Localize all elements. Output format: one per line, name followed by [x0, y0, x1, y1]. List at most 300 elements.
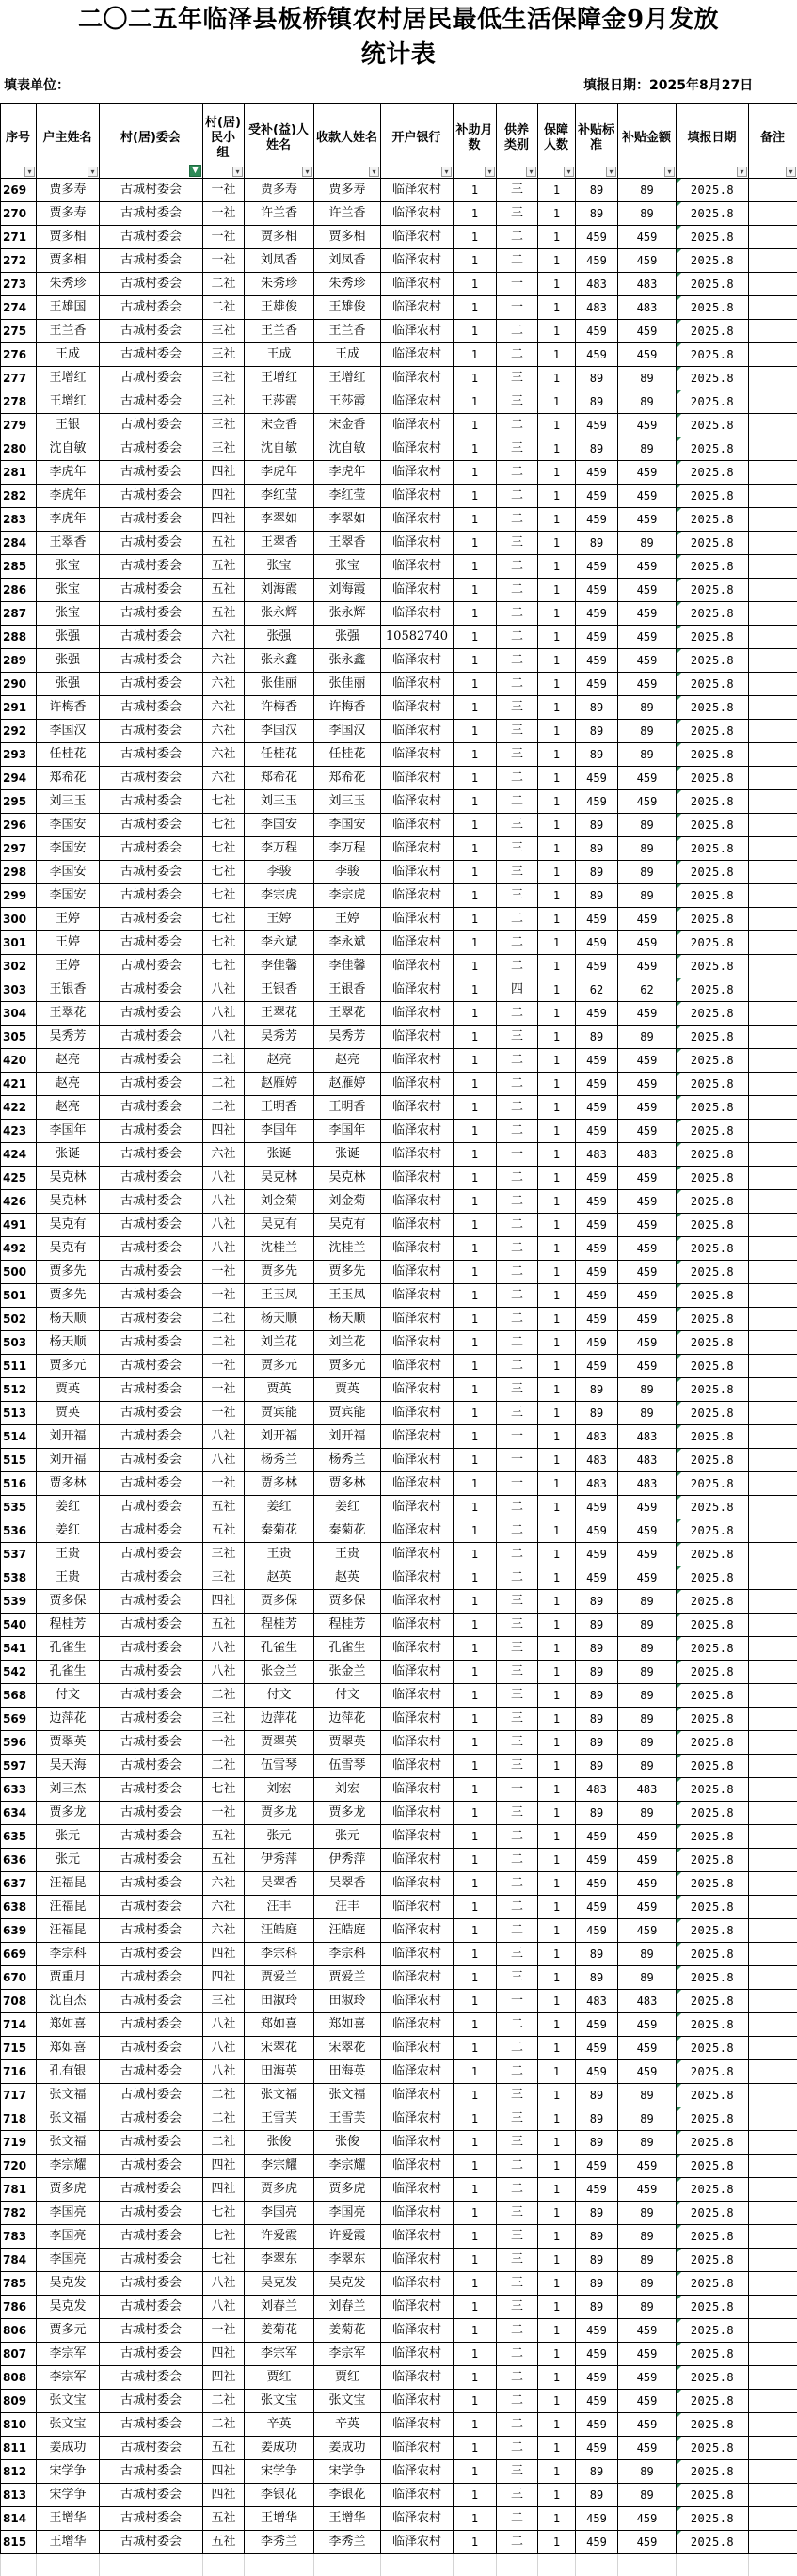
payee-cell[interactable]: 贾多元	[314, 1355, 381, 1378]
months-cell[interactable]: 1	[454, 2060, 497, 2084]
empty-cell[interactable]	[749, 2554, 797, 2576]
subsidy-standard-cell[interactable]: 89	[576, 696, 618, 720]
report-date-cell[interactable]: 2025.8	[677, 320, 749, 343]
bank-cell[interactable]: 临泽农村	[381, 555, 454, 579]
village-committee-cell[interactable]: 古城村委会	[100, 1190, 203, 1214]
village-committee-cell[interactable]: 古城村委会	[100, 1284, 203, 1308]
report-date-cell[interactable]: 2025.8	[677, 1096, 749, 1120]
group-cell[interactable]: 八社	[203, 1026, 245, 1049]
bank-cell[interactable]: 临泽农村	[381, 2296, 454, 2319]
subsidy-standard-cell[interactable]: 89	[576, 743, 618, 767]
household-head-cell[interactable]: 张文宝	[37, 2413, 100, 2437]
beneficiary-cell[interactable]: 赵亮	[245, 1049, 314, 1073]
covered-persons-cell[interactable]: 1	[538, 743, 576, 767]
report-date-cell[interactable]: 2025.8	[677, 602, 749, 626]
header-remarks[interactable]	[749, 104, 797, 179]
payee-cell[interactable]: 张文宝	[314, 2390, 381, 2413]
support-category-cell[interactable]: 二	[497, 249, 538, 273]
empty-cell[interactable]	[37, 2554, 100, 2576]
report-date-cell[interactable]: 2025.8	[677, 414, 749, 437]
subsidy-standard-cell[interactable]: 89	[576, 1026, 618, 1049]
subsidy-standard-cell[interactable]: 459	[576, 2366, 618, 2390]
support-category-cell[interactable]: 二	[497, 602, 538, 626]
seq-cell[interactable]: 304	[1, 1002, 37, 1026]
subsidy-amount-cell[interactable]: 459	[618, 1284, 677, 1308]
household-head-cell[interactable]: 孔雀生	[37, 1661, 100, 1684]
subsidy-standard-cell[interactable]: 459	[576, 1096, 618, 1120]
report-date-cell[interactable]: 2025.8	[677, 390, 749, 414]
bank-cell[interactable]: 临泽农村	[381, 2507, 454, 2531]
subsidy-standard-cell[interactable]: 89	[576, 367, 618, 390]
payee-cell[interactable]: 王贵	[314, 1543, 381, 1566]
support-category-cell[interactable]: 二	[497, 1849, 538, 1872]
group-cell[interactable]: 一社	[203, 1378, 245, 1402]
village-committee-cell[interactable]: 古城村委会	[100, 461, 203, 485]
covered-persons-cell[interactable]: 1	[538, 320, 576, 343]
report-date-cell[interactable]: 2025.8	[677, 2484, 749, 2507]
months-cell[interactable]: 1	[454, 2507, 497, 2531]
bank-cell[interactable]: 临泽农村	[381, 2390, 454, 2413]
bank-cell[interactable]: 临泽农村	[381, 179, 454, 202]
seq-cell[interactable]: 282	[1, 485, 37, 508]
household-head-cell[interactable]: 李国安	[37, 861, 100, 884]
bank-cell[interactable]: 临泽农村	[381, 1308, 454, 1331]
village-committee-cell[interactable]: 古城村委会	[100, 226, 203, 249]
months-cell[interactable]: 1	[454, 2319, 497, 2343]
seq-cell[interactable]: 424	[1, 1143, 37, 1167]
village-committee-cell[interactable]: 古城村委会	[100, 1472, 203, 1496]
remarks-cell[interactable]	[749, 884, 797, 908]
support-category-cell[interactable]: 二	[497, 1284, 538, 1308]
report-date-cell[interactable]: 2025.8	[677, 814, 749, 837]
village-committee-cell[interactable]: 古城村委会	[100, 1026, 203, 1049]
beneficiary-cell[interactable]: 李国汉	[245, 720, 314, 743]
months-cell[interactable]: 1	[454, 2202, 497, 2225]
group-cell[interactable]: 二社	[203, 296, 245, 320]
remarks-cell[interactable]	[749, 696, 797, 720]
seq-cell[interactable]: 298	[1, 861, 37, 884]
group-cell[interactable]: 三社	[203, 343, 245, 367]
months-cell[interactable]: 1	[454, 1002, 497, 1026]
months-cell[interactable]: 1	[454, 343, 497, 367]
months-cell[interactable]: 1	[454, 414, 497, 437]
header-bank[interactable]	[381, 104, 454, 179]
remarks-cell[interactable]	[749, 1002, 797, 1026]
covered-persons-cell[interactable]: 1	[538, 1990, 576, 2013]
payee-cell[interactable]: 刘开福	[314, 1425, 381, 1449]
group-cell[interactable]: 二社	[203, 2084, 245, 2107]
report-date-cell[interactable]: 2025.8	[677, 2296, 749, 2319]
bank-cell[interactable]: 临泽农村	[381, 2249, 454, 2272]
group-cell[interactable]: 八社	[203, 1449, 245, 1472]
covered-persons-cell[interactable]: 1	[538, 2437, 576, 2460]
subsidy-amount-cell[interactable]: 459	[618, 931, 677, 955]
months-cell[interactable]: 1	[454, 1543, 497, 1566]
subsidy-standard-cell[interactable]: 89	[576, 1402, 618, 1425]
months-cell[interactable]: 1	[454, 814, 497, 837]
support-category-cell[interactable]: 三	[497, 2484, 538, 2507]
beneficiary-cell[interactable]: 刘兰花	[245, 1331, 314, 1355]
remarks-cell[interactable]	[749, 555, 797, 579]
subsidy-amount-cell[interactable]: 459	[618, 343, 677, 367]
header-covered-persons[interactable]	[538, 104, 576, 179]
village-committee-cell[interactable]: 古城村委会	[100, 1661, 203, 1684]
group-cell[interactable]: 八社	[203, 1637, 245, 1661]
support-category-cell[interactable]: 二	[497, 2366, 538, 2390]
support-category-cell[interactable]: 二	[497, 2437, 538, 2460]
village-committee-cell[interactable]: 古城村委会	[100, 1708, 203, 1731]
beneficiary-cell[interactable]: 王银香	[245, 978, 314, 1002]
beneficiary-cell[interactable]: 张强	[245, 626, 314, 649]
subsidy-standard-cell[interactable]: 459	[576, 1214, 618, 1237]
seq-cell[interactable]: 501	[1, 1284, 37, 1308]
report-date-cell[interactable]: 2025.8	[677, 2343, 749, 2366]
household-head-cell[interactable]: 李虎年	[37, 485, 100, 508]
seq-cell[interactable]: 809	[1, 2390, 37, 2413]
village-committee-cell[interactable]: 古城村委会	[100, 1378, 203, 1402]
beneficiary-cell[interactable]: 贾多先	[245, 1261, 314, 1284]
covered-persons-cell[interactable]: 1	[538, 1708, 576, 1731]
covered-persons-cell[interactable]: 1	[538, 1167, 576, 1190]
subsidy-amount-cell[interactable]: 483	[618, 1778, 677, 1802]
header-village-committee[interactable]	[100, 104, 203, 179]
subsidy-amount-cell[interactable]: 89	[618, 1708, 677, 1731]
report-date-cell[interactable]: 2025.8	[677, 296, 749, 320]
subsidy-amount-cell[interactable]: 459	[618, 1002, 677, 1026]
covered-persons-cell[interactable]: 1	[538, 1472, 576, 1496]
payee-cell[interactable]: 贾多寿	[314, 179, 381, 202]
village-committee-cell[interactable]: 古城村委会	[100, 1143, 203, 1167]
filter-button[interactable]	[302, 167, 312, 177]
subsidy-standard-cell[interactable]: 89	[576, 1378, 618, 1402]
seq-cell[interactable]: 785	[1, 2272, 37, 2296]
remarks-cell[interactable]	[749, 2155, 797, 2178]
subsidy-standard-cell[interactable]: 459	[576, 555, 618, 579]
payee-cell[interactable]: 赵英	[314, 1566, 381, 1590]
household-head-cell[interactable]: 贾翠英	[37, 1731, 100, 1755]
remarks-cell[interactable]	[749, 1543, 797, 1566]
village-committee-cell[interactable]: 古城村委会	[100, 2507, 203, 2531]
covered-persons-cell[interactable]: 1	[538, 2178, 576, 2202]
beneficiary-cell[interactable]: 贾宾能	[245, 1402, 314, 1425]
village-committee-cell[interactable]: 古城村委会	[100, 1331, 203, 1355]
bank-cell[interactable]: 临泽农村	[381, 1073, 454, 1096]
group-cell[interactable]: 七社	[203, 908, 245, 931]
bank-cell[interactable]: 临泽农村	[381, 1614, 454, 1637]
report-date-cell[interactable]: 2025.8	[677, 2202, 749, 2225]
support-category-cell[interactable]: 三	[497, 2131, 538, 2155]
remarks-cell[interactable]	[749, 861, 797, 884]
payee-cell[interactable]: 汪皓庭	[314, 1919, 381, 1943]
bank-cell[interactable]: 临泽农村	[381, 1590, 454, 1614]
group-cell[interactable]: 四社	[203, 485, 245, 508]
remarks-cell[interactable]	[749, 532, 797, 555]
village-committee-cell[interactable]: 古城村委会	[100, 2319, 203, 2343]
bank-cell[interactable]: 临泽农村	[381, 2319, 454, 2343]
household-head-cell[interactable]: 张强	[37, 649, 100, 673]
subsidy-amount-cell[interactable]: 89	[618, 1026, 677, 1049]
report-date-cell[interactable]: 2025.8	[677, 1237, 749, 1261]
payee-cell[interactable]: 吴秀芳	[314, 1026, 381, 1049]
seq-cell[interactable]: 283	[1, 508, 37, 532]
covered-persons-cell[interactable]: 1	[538, 1566, 576, 1590]
bank-cell[interactable]: 10582740	[381, 626, 454, 649]
village-committee-cell[interactable]: 古城村委会	[100, 1425, 203, 1449]
months-cell[interactable]: 1	[454, 720, 497, 743]
bank-cell[interactable]: 临泽农村	[381, 579, 454, 602]
subsidy-amount-cell[interactable]: 89	[618, 390, 677, 414]
months-cell[interactable]: 1	[454, 1496, 497, 1519]
months-cell[interactable]: 1	[454, 1308, 497, 1331]
report-date-cell[interactable]: 2025.8	[677, 1849, 749, 1872]
seq-cell[interactable]: 512	[1, 1378, 37, 1402]
village-committee-cell[interactable]: 古城村委会	[100, 202, 203, 226]
household-head-cell[interactable]: 贾多龙	[37, 1802, 100, 1825]
subsidy-amount-cell[interactable]: 459	[618, 1496, 677, 1519]
months-cell[interactable]: 1	[454, 555, 497, 579]
village-committee-cell[interactable]: 古城村委会	[100, 1002, 203, 1026]
filter-button[interactable]	[24, 167, 35, 177]
covered-persons-cell[interactable]: 1	[538, 555, 576, 579]
months-cell[interactable]: 1	[454, 602, 497, 626]
remarks-cell[interactable]	[749, 1237, 797, 1261]
remarks-cell[interactable]	[749, 1519, 797, 1543]
beneficiary-cell[interactable]: 杨天顺	[245, 1308, 314, 1331]
subsidy-standard-cell[interactable]: 89	[576, 720, 618, 743]
household-head-cell[interactable]: 赵亮	[37, 1073, 100, 1096]
beneficiary-cell[interactable]: 刘宏	[245, 1778, 314, 1802]
report-date-cell[interactable]: 2025.8	[677, 1872, 749, 1896]
group-cell[interactable]: 四社	[203, 2484, 245, 2507]
seq-cell[interactable]: 273	[1, 273, 37, 296]
covered-persons-cell[interactable]: 1	[538, 508, 576, 532]
months-cell[interactable]: 1	[454, 837, 497, 861]
header-months[interactable]	[454, 104, 497, 179]
village-committee-cell[interactable]: 古城村委会	[100, 249, 203, 273]
seq-cell[interactable]: 811	[1, 2437, 37, 2460]
subsidy-standard-cell[interactable]: 89	[576, 1637, 618, 1661]
covered-persons-cell[interactable]: 1	[538, 1849, 576, 1872]
group-cell[interactable]: 三社	[203, 414, 245, 437]
payee-cell[interactable]: 程桂芳	[314, 1614, 381, 1637]
household-head-cell[interactable]: 张强	[37, 626, 100, 649]
seq-cell[interactable]: 299	[1, 884, 37, 908]
seq-cell[interactable]: 637	[1, 1872, 37, 1896]
filter-button[interactable]	[606, 167, 616, 177]
beneficiary-cell[interactable]: 王莎霞	[245, 390, 314, 414]
household-head-cell[interactable]: 刘三玉	[37, 790, 100, 814]
household-head-cell[interactable]: 贾重月	[37, 1966, 100, 1990]
group-cell[interactable]: 二社	[203, 273, 245, 296]
subsidy-amount-cell[interactable]: 483	[618, 296, 677, 320]
subsidy-amount-cell[interactable]: 459	[618, 767, 677, 790]
bank-cell[interactable]: 临泽农村	[381, 1331, 454, 1355]
covered-persons-cell[interactable]: 1	[538, 1614, 576, 1637]
bank-cell[interactable]: 临泽农村	[381, 1708, 454, 1731]
beneficiary-cell[interactable]: 杨秀兰	[245, 1449, 314, 1472]
months-cell[interactable]: 1	[454, 2249, 497, 2272]
beneficiary-cell[interactable]: 李银花	[245, 2484, 314, 2507]
covered-persons-cell[interactable]: 1	[538, 1590, 576, 1614]
seq-cell[interactable]: 569	[1, 1708, 37, 1731]
support-category-cell[interactable]: 三	[497, 1684, 538, 1708]
payee-cell[interactable]: 王玉凤	[314, 1284, 381, 1308]
support-category-cell[interactable]: 二	[497, 343, 538, 367]
group-cell[interactable]: 二社	[203, 2413, 245, 2437]
months-cell[interactable]: 1	[454, 955, 497, 978]
support-category-cell[interactable]: 二	[497, 2037, 538, 2060]
report-date-cell[interactable]: 2025.8	[677, 2319, 749, 2343]
covered-persons-cell[interactable]: 1	[538, 1637, 576, 1661]
payee-cell[interactable]: 朱秀珍	[314, 273, 381, 296]
months-cell[interactable]: 1	[454, 1378, 497, 1402]
beneficiary-cell[interactable]: 王翠香	[245, 532, 314, 555]
group-cell[interactable]: 二社	[203, 1331, 245, 1355]
covered-persons-cell[interactable]: 1	[538, 837, 576, 861]
household-head-cell[interactable]: 王增红	[37, 390, 100, 414]
beneficiary-cell[interactable]: 贾多寿	[245, 179, 314, 202]
remarks-cell[interactable]	[749, 1637, 797, 1661]
support-category-cell[interactable]: 三	[497, 2249, 538, 2272]
beneficiary-cell[interactable]: 刘金菊	[245, 1190, 314, 1214]
covered-persons-cell[interactable]: 1	[538, 296, 576, 320]
remarks-cell[interactable]	[749, 1096, 797, 1120]
beneficiary-cell[interactable]: 赵英	[245, 1566, 314, 1590]
subsidy-standard-cell[interactable]: 459	[576, 908, 618, 931]
remarks-cell[interactable]	[749, 649, 797, 673]
remarks-cell[interactable]	[749, 1614, 797, 1637]
covered-persons-cell[interactable]: 1	[538, 2202, 576, 2225]
seq-cell[interactable]: 290	[1, 673, 37, 696]
household-head-cell[interactable]: 贾多先	[37, 1261, 100, 1284]
subsidy-standard-cell[interactable]: 89	[576, 837, 618, 861]
subsidy-amount-cell[interactable]: 459	[618, 1519, 677, 1543]
seq-cell[interactable]: 542	[1, 1661, 37, 1684]
subsidy-standard-cell[interactable]: 459	[576, 1261, 618, 1284]
report-date-cell[interactable]: 2025.8	[677, 978, 749, 1002]
seq-cell[interactable]: 270	[1, 202, 37, 226]
beneficiary-cell[interactable]: 郑如喜	[245, 2013, 314, 2037]
payee-cell[interactable]: 贾红	[314, 2366, 381, 2390]
remarks-cell[interactable]	[749, 296, 797, 320]
covered-persons-cell[interactable]: 1	[538, 2343, 576, 2366]
bank-cell[interactable]: 临泽农村	[381, 226, 454, 249]
bank-cell[interactable]: 临泽农村	[381, 1496, 454, 1519]
payee-cell[interactable]: 李国安	[314, 814, 381, 837]
subsidy-standard-cell[interactable]: 483	[576, 1143, 618, 1167]
header-report-date[interactable]	[677, 104, 749, 179]
remarks-cell[interactable]	[749, 2484, 797, 2507]
support-category-cell[interactable]: 二	[497, 1214, 538, 1237]
months-cell[interactable]: 1	[454, 1731, 497, 1755]
seq-cell[interactable]: 714	[1, 2013, 37, 2037]
bank-cell[interactable]: 临泽农村	[381, 2343, 454, 2366]
months-cell[interactable]: 1	[454, 485, 497, 508]
support-category-cell[interactable]: 二	[497, 414, 538, 437]
payee-cell[interactable]: 王增红	[314, 367, 381, 390]
payee-cell[interactable]: 李佳馨	[314, 955, 381, 978]
months-cell[interactable]: 1	[454, 884, 497, 908]
remarks-cell[interactable]	[749, 1308, 797, 1331]
village-committee-cell[interactable]: 古城村委会	[100, 1355, 203, 1378]
subsidy-amount-cell[interactable]: 483	[618, 1143, 677, 1167]
months-cell[interactable]: 1	[454, 2413, 497, 2437]
village-committee-cell[interactable]: 古城村委会	[100, 649, 203, 673]
beneficiary-cell[interactable]: 王雪芙	[245, 2107, 314, 2131]
village-committee-cell[interactable]: 古城村委会	[100, 1802, 203, 1825]
group-cell[interactable]: 六社	[203, 1919, 245, 1943]
group-cell[interactable]: 三社	[203, 1990, 245, 2013]
covered-persons-cell[interactable]: 1	[538, 2037, 576, 2060]
bank-cell[interactable]: 临泽农村	[381, 1637, 454, 1661]
payee-cell[interactable]: 张永鑫	[314, 649, 381, 673]
subsidy-amount-cell[interactable]: 459	[618, 1237, 677, 1261]
payee-cell[interactable]: 秦菊花	[314, 1519, 381, 1543]
subsidy-amount-cell[interactable]: 89	[618, 2460, 677, 2484]
support-category-cell[interactable]: 二	[497, 320, 538, 343]
covered-persons-cell[interactable]: 1	[538, 626, 576, 649]
household-head-cell[interactable]: 李国安	[37, 814, 100, 837]
group-cell[interactable]: 四社	[203, 1590, 245, 1614]
village-committee-cell[interactable]: 古城村委会	[100, 1825, 203, 1849]
filter-button[interactable]	[88, 167, 98, 177]
beneficiary-cell[interactable]: 吴秀芳	[245, 1026, 314, 1049]
report-date-cell[interactable]: 2025.8	[677, 1543, 749, 1566]
household-head-cell[interactable]: 张文福	[37, 2107, 100, 2131]
remarks-cell[interactable]	[749, 908, 797, 931]
village-committee-cell[interactable]: 古城村委会	[100, 2413, 203, 2437]
seq-cell[interactable]: 288	[1, 626, 37, 649]
remarks-cell[interactable]	[749, 790, 797, 814]
remarks-cell[interactable]	[749, 202, 797, 226]
bank-cell[interactable]: 临泽农村	[381, 2366, 454, 2390]
seq-cell[interactable]: 292	[1, 720, 37, 743]
subsidy-standard-cell[interactable]: 89	[576, 1684, 618, 1708]
empty-cell[interactable]	[454, 2554, 497, 2576]
remarks-cell[interactable]	[749, 2249, 797, 2272]
report-date-cell[interactable]: 2025.8	[677, 1802, 749, 1825]
seq-cell[interactable]: 813	[1, 2484, 37, 2507]
subsidy-standard-cell[interactable]: 483	[576, 1990, 618, 2013]
empty-cell[interactable]	[497, 2554, 538, 2576]
household-head-cell[interactable]: 王增华	[37, 2531, 100, 2554]
seq-cell[interactable]: 513	[1, 1402, 37, 1425]
household-head-cell[interactable]: 贾多保	[37, 1590, 100, 1614]
covered-persons-cell[interactable]: 1	[538, 1731, 576, 1755]
subsidy-amount-cell[interactable]: 89	[618, 884, 677, 908]
report-date-cell[interactable]: 2025.8	[677, 1637, 749, 1661]
covered-persons-cell[interactable]: 1	[538, 1143, 576, 1167]
seq-cell[interactable]: 500	[1, 1261, 37, 1284]
payee-cell[interactable]: 李虎年	[314, 461, 381, 485]
remarks-cell[interactable]	[749, 1849, 797, 1872]
covered-persons-cell[interactable]: 1	[538, 273, 576, 296]
remarks-cell[interactable]	[749, 1590, 797, 1614]
household-head-cell[interactable]: 李宗军	[37, 2343, 100, 2366]
beneficiary-cell[interactable]: 汪丰	[245, 1896, 314, 1919]
beneficiary-cell[interactable]: 李永斌	[245, 931, 314, 955]
remarks-cell[interactable]	[749, 1919, 797, 1943]
covered-persons-cell[interactable]: 1	[538, 1261, 576, 1284]
months-cell[interactable]: 1	[454, 461, 497, 485]
beneficiary-cell[interactable]: 贾多虎	[245, 2178, 314, 2202]
months-cell[interactable]: 1	[454, 1472, 497, 1496]
months-cell[interactable]: 1	[454, 2107, 497, 2131]
bank-cell[interactable]: 临泽农村	[381, 1825, 454, 1849]
village-committee-cell[interactable]: 古城村委会	[100, 978, 203, 1002]
seq-cell[interactable]: 514	[1, 1425, 37, 1449]
months-cell[interactable]: 1	[454, 1990, 497, 2013]
